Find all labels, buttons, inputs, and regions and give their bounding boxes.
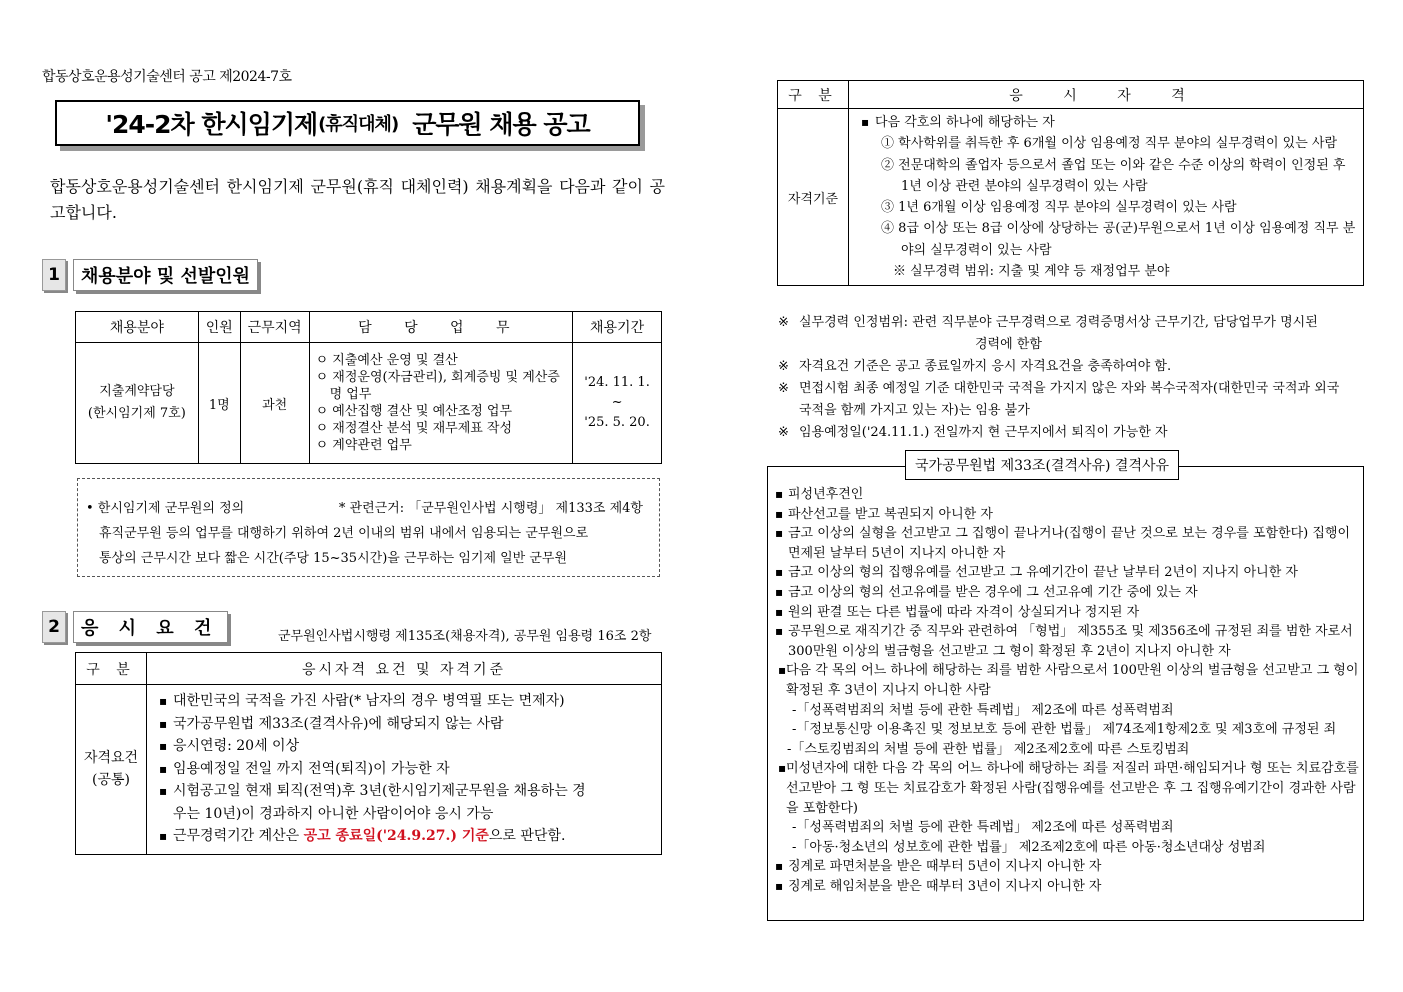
definition-line: 통상의 근무시간 보다 짧은 시간(주당 15~35시간)을 근무하는 임기제 일반 군무원 <box>99 551 568 566</box>
recruit-table <box>75 311 662 464</box>
note-continuation: 경력에 한함 <box>975 337 1042 352</box>
disqualification-box <box>767 466 1364 921</box>
section-2-heading <box>42 611 228 643</box>
notes <box>778 312 1378 444</box>
task-item: ㅇ 지출예산 운영 및 결산 <box>315 353 458 368</box>
cell-field <box>76 343 199 464</box>
definition-heading: • 한시임기제 군무원의 정의 <box>86 501 245 516</box>
requirement-label <box>76 685 147 855</box>
qualification-item: ④ 8급 이상 또는 8급 이상에 상당하는 공(군)무원으로서 1년 이상 임용예정 직무 분야의 실무경력이 있는 사람 <box>881 221 1356 258</box>
field-grade: (한시임기제 7호) <box>87 406 186 421</box>
task-item: ㅇ 재정운영(자금관리), 회계증빙 및 계산증명 업무 <box>315 370 560 402</box>
label-line: 자격요건 <box>83 750 139 767</box>
note-item <box>778 378 1378 422</box>
period-end: '25. 5. 20. <box>584 415 650 430</box>
qualification-table <box>777 80 1364 286</box>
section-1-title: 채용분야 및 선발인원 <box>73 259 258 291</box>
section-2-title: 응 시 요 건 <box>73 611 228 643</box>
section-1-heading <box>42 259 258 291</box>
note-text: 임용예정일('24.11.1.) 전일까지 현 근무지에서 퇴직이 가능한 자 <box>799 425 1168 440</box>
requirement-item: ▪ 응시연령: 20세 이상 <box>155 735 653 758</box>
header-location: 근무지역 <box>240 312 309 343</box>
requirement-list <box>147 685 662 855</box>
header-duties: 담 당 업 무 <box>309 312 573 343</box>
qualification-label: 자격기준 <box>778 109 849 286</box>
header-field: 채용분야 <box>76 312 199 343</box>
qualification-intro: ▪ 다음 각호의 하나에 해당하는 자 <box>857 112 1357 133</box>
header-count: 인원 <box>198 312 240 343</box>
requirement-item: ▪ 임용예정일 전일 까지 전역(퇴직)이 가능한 자 <box>155 758 653 781</box>
definition-basis: * 관련근거: 「군무원인사법 시행령」 제133조 제4항 <box>338 501 643 516</box>
disqualification-item: ▪ 피성년후견인 <box>773 485 1359 505</box>
requirement-item: ▪ 국가공무원법 제33조(결격사유)에 해당되지 않는 사람 <box>155 713 653 736</box>
requirement-item: ▪ 시험공고일 현재 퇴직(전역)후 3년(한시임기제군무원을 채용하는 경우는 10년)이 경과하지 아니한 사람이어야 응시 가능 <box>155 780 653 825</box>
disqualification-item: ▪ 징계로 파면처분을 받은 때부터 5년이 지나지 아니한 자 <box>773 857 1359 877</box>
qualification-item: ② 전문대학의 졸업자 등으로서 졸업 또는 이와 같은 수준 이상의 학력이 인정된 후 1년 이상 관련 분야의 실무경력이 있는 사람 <box>881 157 1346 194</box>
section-2-basis: 군무원인사법시행령 제135조(채용자격), 공무원 임용령 16조 2항 <box>278 629 652 644</box>
disqualification-subitem: -「성폭력범죄의 처벌 등에 관한 특례법」 제2조에 따른 성폭력범죄 <box>792 702 1174 718</box>
page-title <box>55 100 640 146</box>
task-item: ㅇ 예산집행 결산 및 예산조정 업무 <box>315 404 513 419</box>
note-item <box>778 422 1378 444</box>
section-1-number: 1 <box>42 259 66 291</box>
disqualification-subitem: -「스토킹범죄의 처벌 등에 관한 법률」 제2조제2호에 따른 스토킹범죄 <box>787 741 1190 757</box>
header-requirements: 응시자격 요건 및 자격기준 <box>147 653 662 685</box>
disqualification-item: ▪ 금고 이상의 형의 집행유예를 선고받고 그 유예기간이 끝난 날부터 2년이 지나지 아니한 자 <box>773 563 1359 583</box>
last-item-post: 으로 판단함. <box>488 828 566 844</box>
disqualification-subitem: -「아동·청소년의 성보호에 관한 법률」 제2조제2호에 따른 아동·청소년대상 성범죄 <box>792 839 1266 855</box>
notice-number: 합동상호운용성기술센터 공고 제2024-7호 <box>42 69 292 85</box>
disqualification-item: ▪ 미성년자에 대한 다음 각 목의 어느 하나에 해당하는 죄를 저질러 파면·해임되거나 형 또는 치료감호를 선고받아 그 형 또는 치료감호가 확정된 사람(집행유예를 선고받은 후 그 집행유예기간이 경과한 사람을 포함한다) <box>773 759 1359 818</box>
disqualification-subitem: -「정보통신망 이용촉진 및 정보보호 등에 관한 법률」 제74조제1항제2호 및 제3호에 규정된 죄 <box>792 722 1337 738</box>
title-tail: 군무원 채용 공고 <box>412 110 590 139</box>
disqualification-item: ▪ 금고 이상의 실형을 선고받고 그 집행이 끝나거나(집행이 끝난 것으로 보는 경우를 포함한다) 집행이 면제된 날부터 5년이 지나지 아니한 자 <box>773 524 1359 563</box>
reference-mark: ※ <box>778 315 789 330</box>
definition-box <box>77 478 660 577</box>
disqualification-subitem: -「성폭력범죄의 처벌 등에 관한 특례법」 제2조에 따른 성폭력범죄 <box>792 820 1174 836</box>
requirement-item: ▪ 대한민국의 국적을 가진 사람(* 남자의 경우 병역필 또는 면제자) <box>155 690 653 713</box>
cell-count: 1명 <box>198 343 240 464</box>
disqualification-item: ▪ 원의 판결 또는 다른 법률에 따라 자격이 상실되거나 정지된 자 <box>773 603 1359 623</box>
last-item-pre: 근무경력기간 계산은 <box>173 828 304 844</box>
disqualification-title: 국가공무원법 제33조(결격사유) 결격사유 <box>905 450 1179 480</box>
title-main: '24-2차 한시임기제 <box>105 110 318 139</box>
reference-mark: ※ <box>778 425 789 440</box>
title-sub: (휴직대체) <box>318 114 399 135</box>
definition-line: 휴직군무원 등의 업무를 대행하기 위하여 2년 이내의 범위 내에서 임용되는 군무원으로 <box>99 526 589 541</box>
qualification-item: ③ 1년 6개월 이상 임용예정 직무 분야의 실무경력이 있는 사람 <box>881 200 1237 216</box>
header-category: 구 분 <box>76 653 147 685</box>
requirement-item-last <box>155 825 653 848</box>
intro-paragraph: 합동상호운용성기술센터 한시임기제 군무원(휴직 대체인력) 채용계획을 다음과 같이 공고합니다. <box>50 177 665 222</box>
task-item: ㅇ 계약관련 업무 <box>315 438 412 453</box>
header-qualification: 응 시 자 격 <box>849 81 1364 109</box>
note-text: 면접시험 최종 예정일 기준 대한민국 국적을 가지지 않은 자와 복수국적자(대한민국 국적과 외국 국적을 함께 가지고 있는 자)는 임용 불가 <box>799 381 1340 418</box>
header-category: 구 분 <box>778 81 849 109</box>
task-item: ㅇ 재정결산 분석 및 재무제표 작성 <box>315 421 513 436</box>
note-text: 실무경력 인정범위: 관련 직무분야 근무경력으로 경력증명서상 근무기간, 담당업무가 명시된 <box>799 315 1318 330</box>
cell-location: 과천 <box>240 343 309 464</box>
disqualification-item: ▪ 금고 이상의 형의 선고유예를 받은 경우에 그 선고유예 기간 중에 있는 자 <box>773 583 1359 603</box>
period-start: '24. 11. 1. <box>584 375 650 390</box>
disqualification-item: ▪ 징계로 해임처분을 받은 때부터 3년이 지나지 아니한 자 <box>773 877 1359 897</box>
disqualification-item: ▪ 파산선고를 받고 복권되지 아니한 자 <box>773 505 1359 525</box>
requirement-table <box>75 652 662 855</box>
reference-mark: ※ <box>778 381 789 396</box>
reference-mark: ※ <box>778 359 789 374</box>
header-period: 채용기간 <box>573 312 662 343</box>
period-sep: ~ <box>611 395 623 410</box>
disqualification-item: ▪ 공무원으로 재직기간 중 직무와 관련하여 「형법」 제355조 및 제356조에 규정된 죄를 범한 자로서 300만원 이상의 벌금형을 선고받고 그 형이 확정된 후 2년이 지나지 아니한 자 <box>773 622 1359 661</box>
disqualification-item: ▪ 다음 각 목의 어느 하나에 해당하는 죄를 범한 사람으로서 100만원 이상의 벌금형을 선고받고 그 형이 확정된 후 3년이 지나지 아니한 사람 <box>773 661 1359 700</box>
deadline-highlight: 공고 종료일('24.9.27.) 기준 <box>303 828 489 844</box>
field-name: 지출계약담당 <box>99 384 175 399</box>
note-item <box>778 312 1378 334</box>
cell-tasks <box>309 343 573 464</box>
note-item <box>778 356 1378 378</box>
qualification-note: ※ 실무경력 범위: 지출 및 계약 등 재정업무 분야 <box>893 264 1170 280</box>
qualification-list <box>849 109 1364 286</box>
note-text: 자격요건 기준은 공고 종료일까지 응시 자격요건을 충족하여야 함. <box>799 359 1172 374</box>
section-2-number: 2 <box>42 611 66 643</box>
label-line: (공통) <box>92 772 130 789</box>
qualification-item: ① 학사학위를 취득한 후 6개월 이상 임용예정 직무 분야의 실무경력이 있는 사람 <box>881 136 1338 152</box>
cell-period <box>573 343 662 464</box>
